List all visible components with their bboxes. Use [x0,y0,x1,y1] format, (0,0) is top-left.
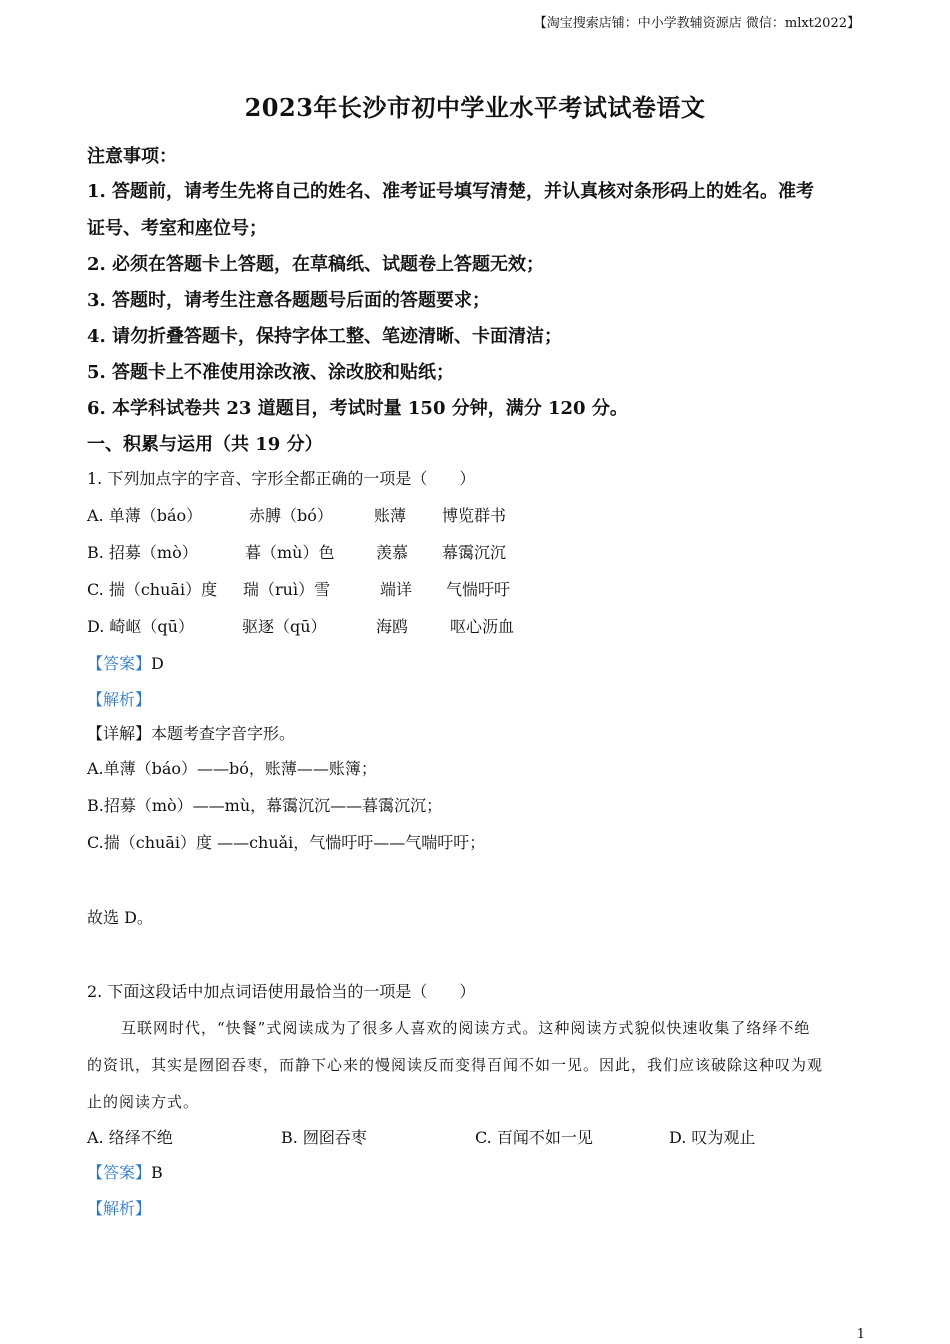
q1-option-d-4: 呕心沥血 [450,617,515,636]
notice-item-5: 5. 答题卡上不准使用涂改液、涂改胶和贴纸； [87,362,455,383]
q2-option-b: B. 囫囵吞枣 [281,1128,367,1147]
q1-option-b-4: 幕霭沉沉 [442,543,507,562]
q1-stem: 1. 下列加点字的字音、字形全都正确的一项是（ ） [87,469,476,488]
q2-analysis-tag: 【解析】 [87,1199,152,1218]
q1-option-a-4: 博览群书 [442,506,507,525]
q1-option-d-3: 海鸥 [376,617,409,636]
q2-option-d: D. 叹为观止 [669,1128,756,1147]
q2-stem: 2. 下面这段话中加点词语使用最恰当的一项是（ ） [87,982,476,1001]
q1-explain-a: A.单薄（báo）——bó，账薄——账簿； [87,759,377,778]
header-shop-note: 【淘宝搜索店铺：中小学教辅资源店 微信：mlxt2022】 [533,16,860,31]
q1-answer-value: D [151,654,164,673]
q1-option-d-2: 驱逐（qū） [242,617,327,636]
q1-option-b-1: B. 招募（mò） [87,543,198,562]
q1-explain-b: B.招募（mò）——mù，幕霭沉沉——暮霭沉沉； [87,796,443,815]
q1-option-d-1: D. 崎岖（qū） [87,617,194,636]
page-title: 2023年长沙市初中学业水平考试试卷语文 [244,93,706,122]
notice-item-2: 2. 必须在答题卡上答题，在草稿纸、试题卷上答题无效； [87,254,545,275]
q2-option-c: C. 百闻不如一见 [475,1128,593,1147]
q2-option-a: A. 络绎不绝 [87,1128,173,1147]
q1-explain-c: C.揣（chuāi）度 ——chuǎi，气惴吁吁——气喘吁吁； [87,833,486,852]
q2-passage-line-1: 互联网时代，“快餐”式阅读成为了很多人喜欢的阅读方式。这种阅读方式貌似快速收集了络绎不绝 [121,1019,811,1037]
q1-analysis-tag: 【解析】 [87,690,152,709]
notice-item-1b: 证号、考室和座位号； [87,218,267,239]
q2-answer [87,1162,163,1184]
notice-item-1a: 1. 答题前，请考生先将自己的姓名、准考证号填写清楚，并认真核对条形码上的姓名。准考 [87,181,815,202]
q1-conclusion: 故选 D。 [87,908,153,927]
q1-option-a-1: A. 单薄（báo） [87,506,203,525]
q1-option-c-3: 端详 [380,580,413,599]
q1-option-c-4: 气惴吁吁 [446,580,511,599]
q1-option-a-2: 赤膊（bó） [249,506,333,525]
q2-answer-value: B [151,1163,163,1182]
q2-passage-line-2: 的资讯，其实是囫囵吞枣，而静下心来的慢阅读反而变得百闻不如一见。因此，我们应该破除这种叹为观 [87,1056,824,1074]
section-heading: 一、积累与运用（共 19 分） [87,434,323,455]
q1-detail: 【详解】本题考查字音字形。 [87,724,296,743]
page-number: 1 [856,1327,865,1342]
q1-answer-tag: 【答案】 [87,654,152,673]
q1-option-c-2: 瑞（ruì）雪 [243,580,331,599]
notice-item-4: 4. 请勿折叠答题卡，保持字体工整、笔迹清晰、卡面清洁； [87,326,563,347]
q1-option-c-1: C. 揣（chuāi）度 [87,580,218,599]
q2-passage-line-3: 止的阅读方式。 [87,1093,200,1111]
q1-option-b-3: 羡慕 [376,543,409,562]
notice-item-3: 3. 答题时，请考生注意各题题号后面的答题要求； [87,290,491,311]
notice-heading: 注意事项： [87,146,177,167]
q2-answer-tag: 【答案】 [87,1163,152,1182]
q1-answer [87,653,164,675]
q1-option-a-3: 账薄 [374,506,407,525]
q1-option-b-2: 暮（mù）色 [245,543,335,562]
notice-item-6: 6. 本学科试卷共 23 道题目，考试时量 150 分钟，满分 120 分。 [87,398,628,419]
